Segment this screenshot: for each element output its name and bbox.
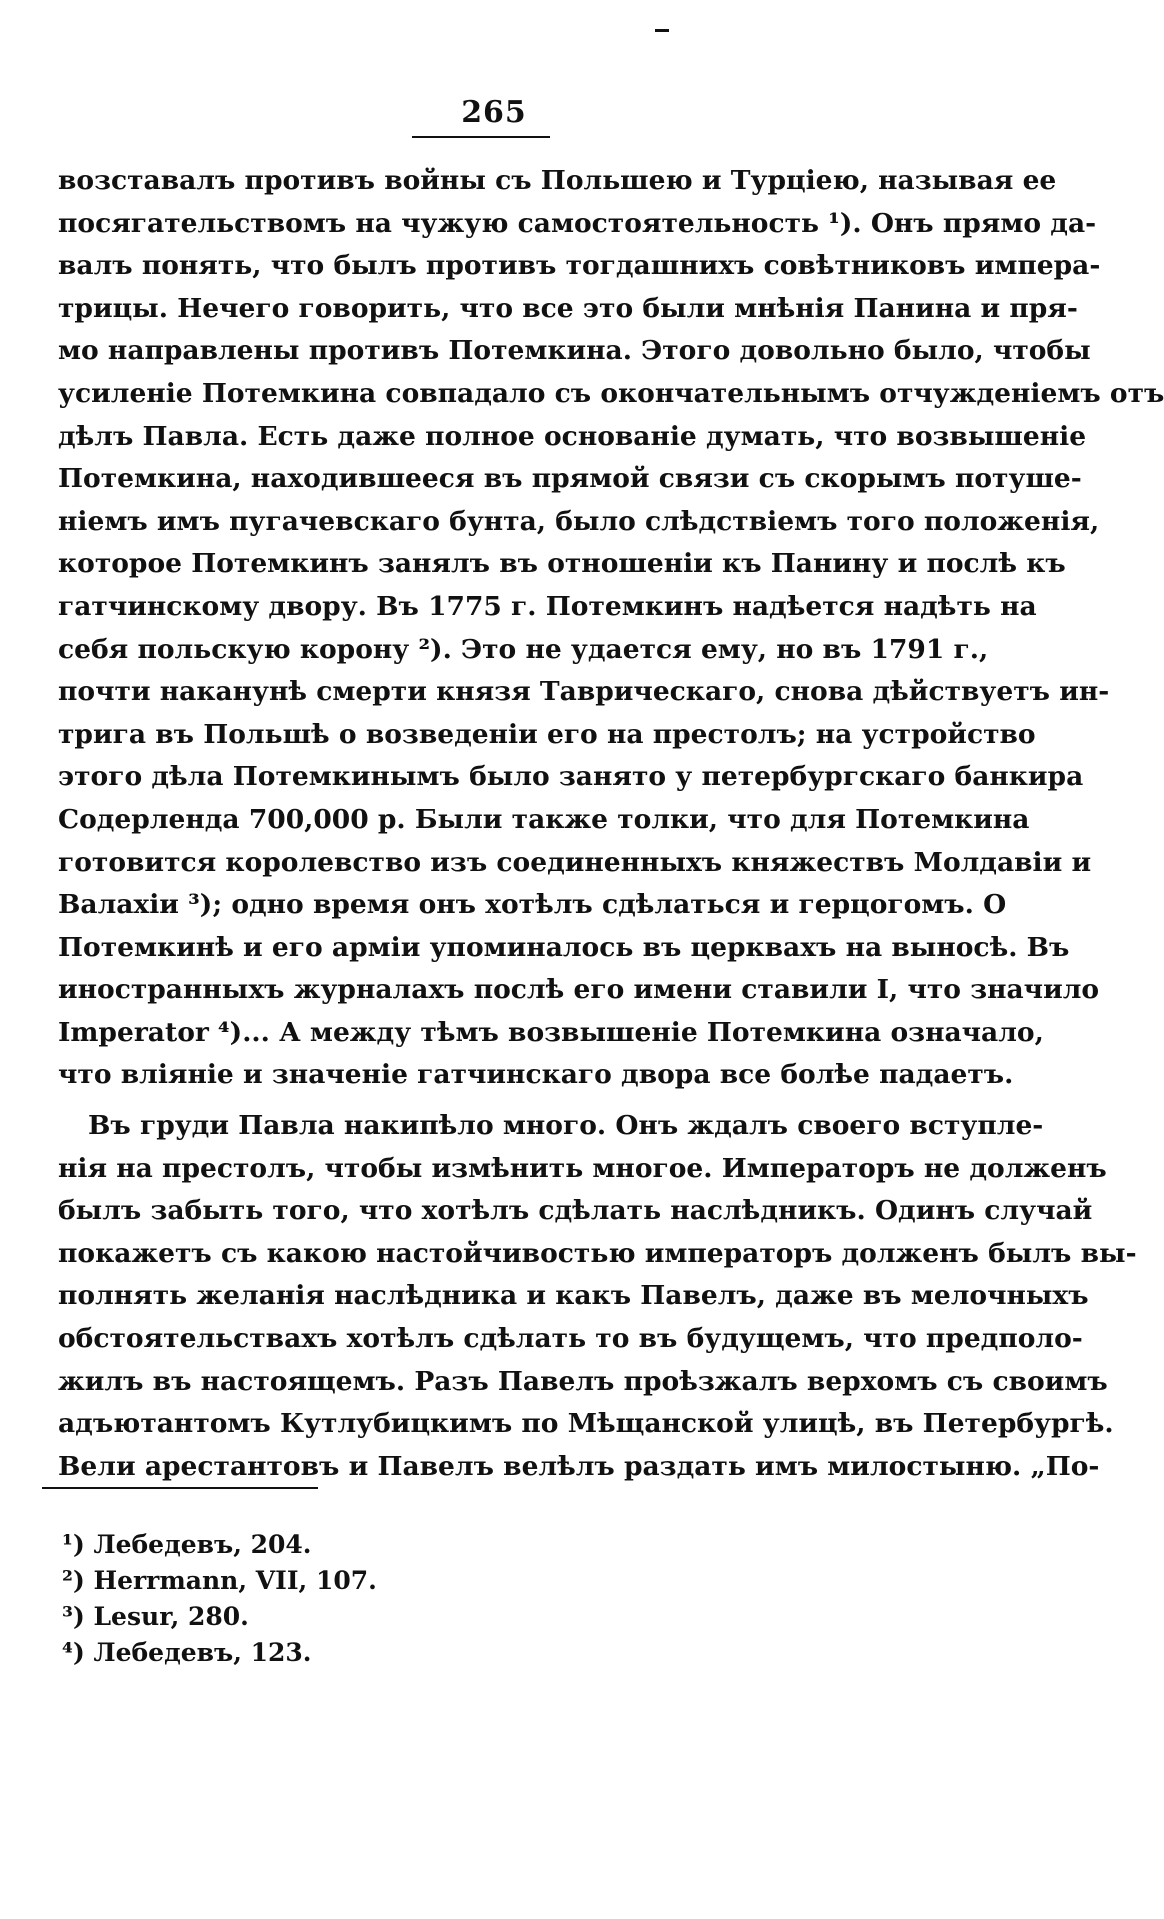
text-line: почти наканунѣ смерти князя Таврическаго, снова дѣйствуетъ ин-: [58, 676, 1110, 708]
text-line: адъютантомъ Кутлубицкимъ по Мѣщанской улицѣ, въ Петербургѣ.: [58, 1408, 1114, 1440]
paragraph-2: [58, 1105, 1137, 1488]
text-line: которое Потемкинъ занялъ въ отношеніи къ Панину и послѣ къ: [58, 548, 1066, 580]
text-line: себя польскую корону ²). Это не удается ему, но въ 1791 г.,: [58, 633, 989, 665]
text-line: обстоятельствахъ хотѣлъ сдѣлать то въ будущемъ, что предполо-: [58, 1323, 1083, 1355]
footnote-2: ²) Herrmann, VII, 107.: [62, 1566, 377, 1595]
text-line: нія на престолъ, чтобы измѣнить многое. Императоръ не долженъ: [58, 1152, 1107, 1184]
text-line: Валахіи ³); одно время онъ хотѣлъ сдѣлаться и герцогомъ. О: [58, 889, 1007, 921]
text-line: усиленіе Потемкина совпадало съ окончательнымъ отчужденіемъ отъ: [58, 377, 1164, 409]
footnote-rule: [42, 1487, 318, 1489]
text-line: посягательствомъ на чужую самостоятельность ¹). Онъ прямо да-: [58, 207, 1097, 239]
footnote-3: ³) Lesur, 280.: [62, 1602, 249, 1631]
text-line: иностранныхъ журналахъ послѣ его имени ставили I, что значило: [58, 974, 1100, 1006]
text-line: Содерленда 700,000 р. Были также толки, что для Потемкина: [58, 803, 1030, 835]
text-line: жилъ въ настоящемъ. Разъ Павелъ проѣзжалъ верхомъ съ своимъ: [58, 1365, 1108, 1397]
footnote-4: ⁴) Лебедевъ, 123.: [62, 1638, 312, 1667]
text-line: Потемкинѣ и его арміи упоминалось въ церквахъ на выносѣ. Въ: [58, 931, 1070, 963]
text-line: возставалъ противъ войны съ Польшею и Турціею, называя ее: [58, 165, 1057, 196]
text-line: Потемкина, находившееся въ прямой связи съ скорымъ потуше-: [58, 463, 1082, 495]
text-line: что вліяніе и значеніе гатчинскаго двора все болѣе падаетъ.: [58, 1059, 1014, 1091]
text-line: ніемъ имъ пугачевскаго бунта, было слѣдствіемъ того положенія,: [58, 505, 1100, 537]
text-line: Вели арестантовъ и Павелъ велѣлъ раздать имъ милостыню. „По-: [58, 1450, 1100, 1482]
text-line: Imperator ⁴)... А между тѣмъ возвышеніе Потемкина означало,: [58, 1016, 1044, 1048]
text-line: валъ понять, что былъ противъ тогдашнихъ совѣтниковъ импера-: [58, 250, 1101, 282]
body-text: [58, 160, 1164, 1488]
text-line: трицы. Нечего говорить, что все это были мнѣнія Панина и пря-: [58, 292, 1078, 324]
text-line: гатчинскому двору. Въ 1775 г. Потемкинъ надѣется надѣть на: [58, 590, 1037, 622]
text-line: покажетъ съ какою настойчивостью императоръ долженъ былъ вы-: [58, 1237, 1137, 1269]
text-line: Въ груди Павла накипѣло много. Онъ ждалъ своего вступле-: [88, 1110, 1044, 1142]
text-line: дѣлъ Павла. Есть даже полное основаніе думать, что возвышеніе: [58, 420, 1087, 452]
paragraph-gap: [58, 1097, 920, 1105]
footnotes: [62, 1527, 377, 1671]
scan-mark: [655, 29, 669, 32]
page-number: 265: [461, 95, 527, 130]
page-number-rule: [412, 136, 550, 138]
footnote-1: ¹) Лебедевъ, 204.: [62, 1530, 312, 1559]
text-line: мо направлены противъ Потемкина. Этого довольно было, чтобы: [58, 335, 1091, 367]
text-line: готовится королевство изъ соединенныхъ княжествъ Молдавіи и: [58, 846, 1092, 878]
text-line: этого дѣла Потемкинымъ было занято у петербургскаго банкира: [58, 761, 1084, 793]
text-line: былъ забыть того, что хотѣлъ сдѣлать наслѣдникъ. Одинъ случай: [58, 1195, 1093, 1227]
text-line: полнять желанія наслѣдника и какъ Павелъ, даже въ мелочныхъ: [58, 1280, 1089, 1312]
paragraph-1: [58, 160, 1164, 1097]
text-line: трига въ Польшѣ о возведеніи его на престолъ; на устройство: [58, 718, 1036, 750]
